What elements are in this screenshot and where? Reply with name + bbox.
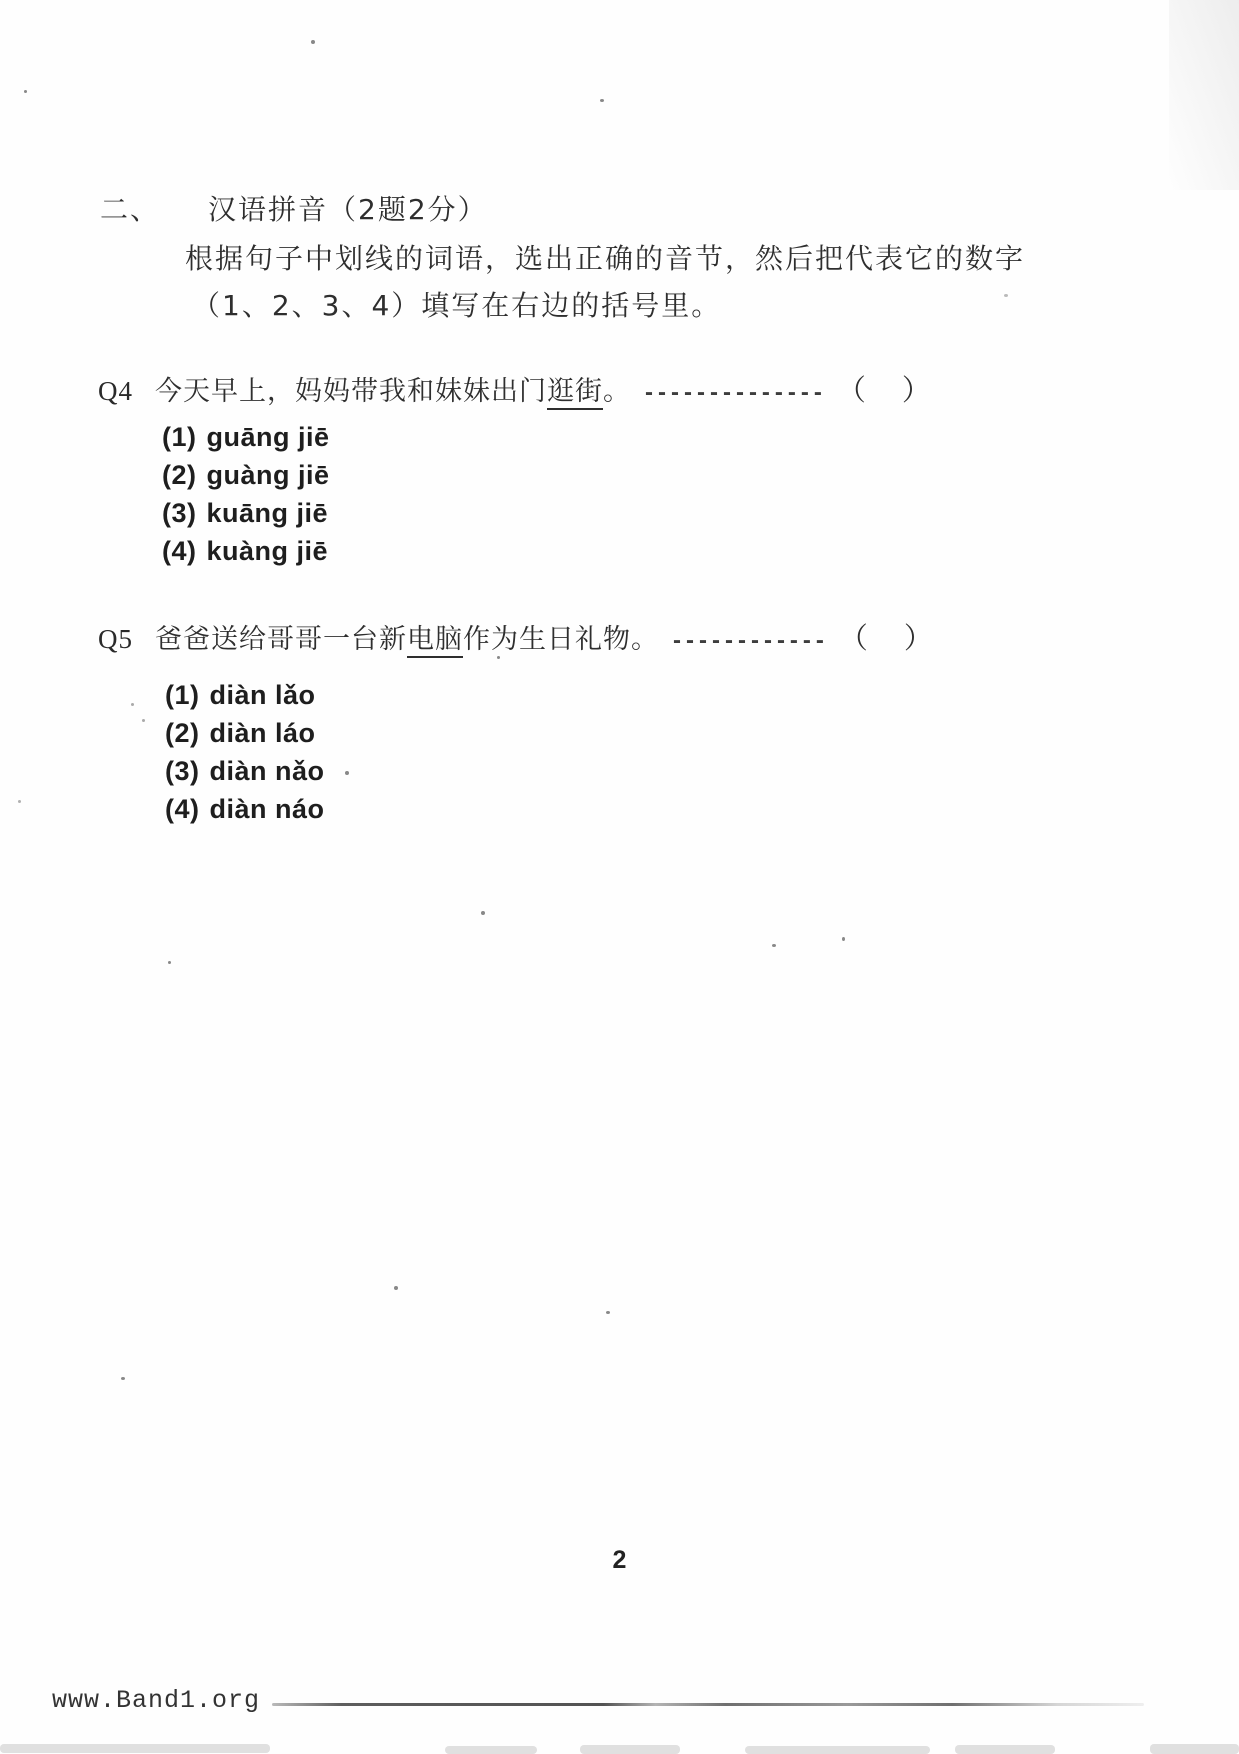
q4-option-1-text: guāng jiē [206, 422, 330, 452]
q4-option-2 [162, 458, 330, 496]
scan-corner-shadow [1169, 0, 1239, 190]
scan-smudge [745, 1746, 930, 1754]
section-marker: 二、 [100, 193, 161, 226]
scan-speck [606, 1311, 610, 1314]
q5-answer-bracket-open: （ [838, 621, 868, 655]
scan-speck [842, 937, 845, 941]
scan-speck [121, 1377, 125, 1380]
q5-option-2-num: (2) [165, 718, 200, 748]
q4-sentence-pre: 今天早上，妈妈带我和妹妹出门 [155, 376, 547, 407]
q5-answer-bracket-close: ） [903, 621, 933, 655]
scan-speck [600, 99, 604, 102]
section-header [100, 188, 488, 228]
q4-option-4-text: kuàng jiē [206, 536, 329, 566]
q5-option-4-num: (4) [165, 794, 200, 824]
q5-option-3-text: diàn nǎo [209, 756, 325, 786]
question-q4-id: Q4 [98, 376, 133, 406]
q4-option-3 [162, 496, 330, 534]
q4-option-1-num: (1) [162, 422, 197, 452]
scan-speck [1004, 294, 1008, 297]
q4-option-2-text: guàng jiē [206, 460, 330, 490]
q5-option-4-text: diàn náo [209, 794, 325, 824]
q4-option-4-num: (4) [162, 536, 197, 566]
q5-option-3-num: (3) [165, 756, 200, 786]
instruction-line-1: 根据句子中划线的词语，选出正确的音节，然后把代表它的数字 [185, 242, 1026, 275]
q5-option-2-text: diàn láo [209, 718, 316, 748]
q4-answer-bracket-close: ） [901, 373, 931, 407]
q5-option-2 [165, 716, 325, 754]
question-q5-sentence [155, 617, 659, 656]
q4-option-4 [162, 534, 330, 572]
question-q5-options [165, 678, 325, 830]
section-title: 汉语拼音（2题2分） [208, 193, 488, 226]
scan-smudge [0, 1744, 270, 1753]
scan-smudge [955, 1745, 1055, 1754]
scan-speck [142, 719, 145, 722]
q4-option-2-num: (2) [162, 460, 197, 490]
scan-speck [481, 911, 485, 915]
q4-sentence-post: 。 [603, 376, 631, 407]
q5-option-3 [165, 754, 325, 792]
scan-speck [772, 944, 776, 947]
scan-speck [497, 656, 500, 659]
instruction-line-2: （1、2、3、4）填写在右边的括号里。 [192, 289, 722, 322]
q4-option-3-num: (3) [162, 498, 197, 528]
scan-smudge [445, 1746, 537, 1754]
q4-answer-bracket-open: （ [836, 373, 866, 407]
q4-underlined-word: 逛街 [547, 376, 603, 410]
page-number: 2 [612, 1546, 627, 1574]
question-q4-options [162, 420, 330, 572]
q5-dash-leader: ------------ [673, 627, 829, 654]
q5-option-1-num: (1) [165, 680, 200, 710]
q4-dash-leader: -------------- [645, 379, 827, 406]
q5-option-4 [165, 792, 325, 830]
q5-sentence-pre: 爸爸送给哥哥一台新 [155, 624, 407, 655]
scan-smudge [580, 1745, 680, 1754]
q5-option-1-text: diàn lǎo [209, 680, 316, 710]
scan-speck [24, 90, 27, 93]
scan-speck [168, 961, 171, 964]
question-q4 [98, 368, 931, 409]
scan-speck [311, 40, 315, 44]
scan-speck [131, 703, 134, 706]
footer-site-url: www.Band1.org [52, 1686, 261, 1715]
q5-underlined-word: 电脑 [407, 624, 463, 658]
question-q5 [98, 616, 933, 657]
question-q5-id: Q5 [98, 624, 133, 654]
footer-rule [272, 1703, 1144, 1706]
q4-option-1 [162, 420, 330, 458]
scan-smudge [1150, 1744, 1239, 1754]
q4-option-3-text: kuāng jiē [206, 498, 329, 528]
q5-option-1 [165, 678, 325, 716]
question-q4-sentence [155, 369, 631, 408]
scan-speck [18, 800, 21, 803]
scan-speck [345, 771, 349, 775]
scan-speck [394, 1286, 398, 1290]
q5-sentence-post: 作为生日礼物。 [463, 624, 659, 655]
